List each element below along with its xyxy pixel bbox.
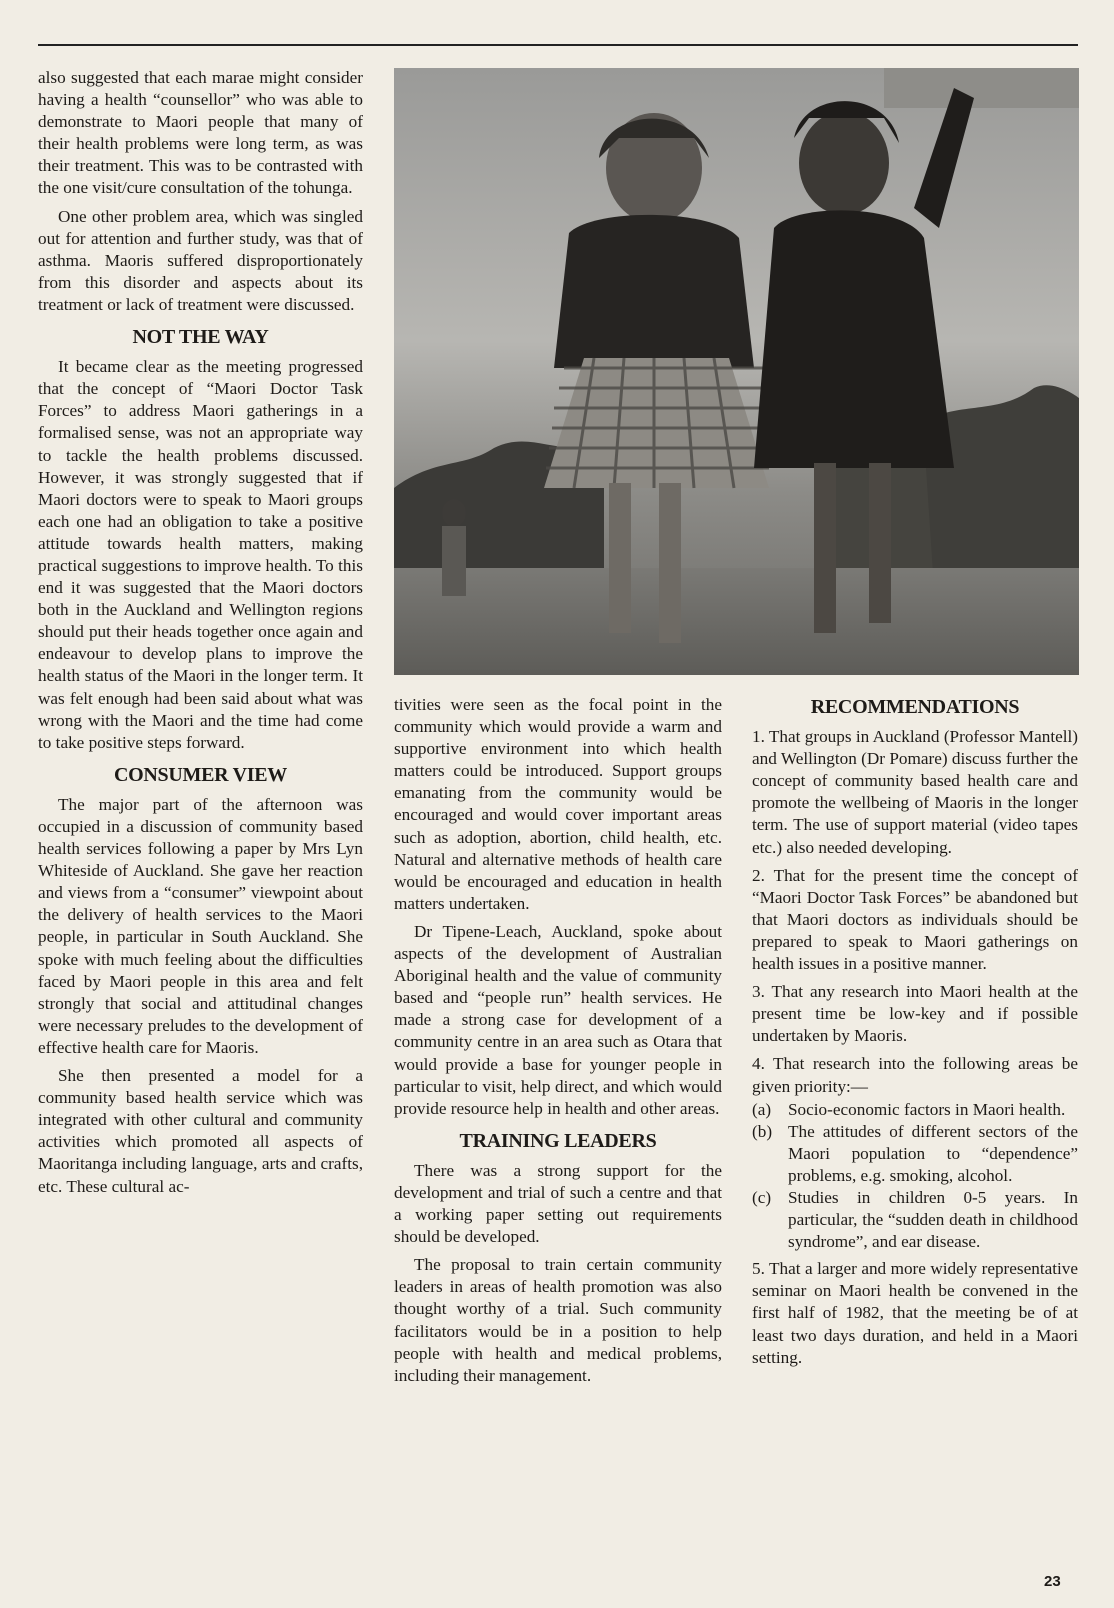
paragraph: Dr Tipene-Leach, Auckland, spoke about aspects of the development of Australian Aboriginal health and the value of community based and “people run” health services. He made a strong case for development of a community centre in an area such as Otara that would provide a base for younger people in particular to visit, help direct, and which would provide resource help in health and other areas. xyxy=(394,921,722,1118)
sub-item-text: Socio-economic factors in Maori health. xyxy=(788,1099,1066,1119)
section-heading-consumer-view: CONSUMER VIEW xyxy=(114,763,287,786)
sub-item-label: (a) xyxy=(752,1099,772,1119)
section-heading-not-the-way: NOT THE WAY xyxy=(132,326,269,349)
sub-item-text: Studies in children 0-5 years. In particular, the “sudden death in childhood syndrome”, and ear disease. xyxy=(788,1187,1078,1252)
recommendation-item: 2. That for the present time the concept of “Maori Doctor Task Forces” be abandoned but that Maori doctors as individuals should be prepared to speak to Maori gatherings on health issues in a positive manner. xyxy=(752,865,1078,974)
paragraph: The proposal to train certain community leaders in areas of health promotion was also thought worthy of a trial. Such community facilitators would be in a position to help people with health and medical problems, including their management. xyxy=(394,1255,722,1385)
sub-item-text: The attitudes of different sectors of the Maori population to “dependence” problems, e.g. smoking, alcohol. xyxy=(788,1121,1078,1185)
article-column-2 xyxy=(394,694,722,1393)
photo-children-dancing xyxy=(394,68,1079,675)
section-heading-recommendations: RECOMMENDATIONS xyxy=(810,696,1020,718)
paragraph: It became clear as the meeting progressed that the concept of “Maori Doctor Task Forces” to address Maori gatherings in a formalised sense, was not an appropriate way to tackle the health problems discussed. However, it was strongly suggested that if Maori doctors were to speak to Maori groups each one had an obligation to take a positive attitude towards health matters, making practical suggestions to improve health. To this end it was suggested that the Maori doctors both in the Auckland and Wellington regions should put their heads together once again and endeavour to develop plans to improve the health status of the Maori in the longer term. It was felt enough had been said about what was wrong with the Maori and the time had come to take positive steps forward. xyxy=(38,357,363,752)
paragraph: One other problem area, which was singled out for attention and further study, was that of asthma. Maoris suffered disproportionately from this disorder and aspects about its treatment or lack of treatment were discussed. xyxy=(38,206,363,314)
paragraph: There was a strong support for the development and trial of such a centre and that a working paper setting out requirements should be developed. xyxy=(394,1160,722,1247)
paragraph: The major part of the afternoon was occupied in a discussion of community based health services following a paper by Mrs Lyn Whiteside of Auckland. She gave her reaction and views from a “consumer” viewpoint about the delivery of health services to the Maori people, in particular in South Auckland. She spoke with much feeling about the difficulties faced by Maori people in this area and felt strongly that social and attitudinal changes were necessary preludes to the development of effective health care for Maoris. xyxy=(38,794,363,1057)
sub-list-item xyxy=(752,1121,1078,1187)
article-column-1 xyxy=(38,67,363,1204)
header-rule xyxy=(38,44,1078,46)
sub-item-label: (b) xyxy=(752,1121,773,1141)
paragraph: She then presented a model for a community based health service which was integrated with other cultural and community activities which promoted all aspects of Maoritanga including language, arts and crafts, etc. These cultural ac- xyxy=(38,1066,363,1196)
recommendation-item: 4. That research into the following areas be given priority:— xyxy=(752,1054,1078,1096)
recommendation-item: 3. That any research into Maori health at the present time be low-key and if possible undertaken by Maoris. xyxy=(752,982,1078,1046)
page-number: 23 xyxy=(1044,1573,1061,1590)
sub-list-item xyxy=(752,1187,1078,1253)
sub-list-item xyxy=(752,1099,1078,1121)
paragraph: also suggested that each marae might consider having a health “counsellor” who was able to demonstrate to Maori people that many of their health problems were long term, as was their treatment. This was to be contrasted with the one visit/cure consultation of the tohunga. xyxy=(38,68,363,198)
recommendation-item: 1. That groups in Auckland (Professor Mantell) and Wellington (Dr Pomare) discuss further the concept of community based health care and promote the wellbeing of Maoris in the longer term. The use of support material (video tapes etc.) also needed developing. xyxy=(752,727,1078,857)
article-column-3 xyxy=(752,696,1078,1375)
paragraph: tivities were seen as the focal point in the community which would provide a warm and supportive environment into which health matters could be introduced. Support groups emanating from the community would be encouraged and would cover important areas such as adoption, abortion, child health, etc. Natural and alternative methods of health care would be encouraged and education in health matters undertaken. xyxy=(394,695,722,913)
photo-illustration xyxy=(394,68,1079,675)
recommendation-item: 5. That a larger and more widely representative seminar on Maori health be convened in the first half of 1982, that the meeting be of at least two days duration, and held in a Maori setting. xyxy=(752,1259,1078,1367)
sub-item-label: (c) xyxy=(752,1187,772,1207)
section-heading-training-leaders: TRAINING LEADERS xyxy=(459,1129,657,1152)
